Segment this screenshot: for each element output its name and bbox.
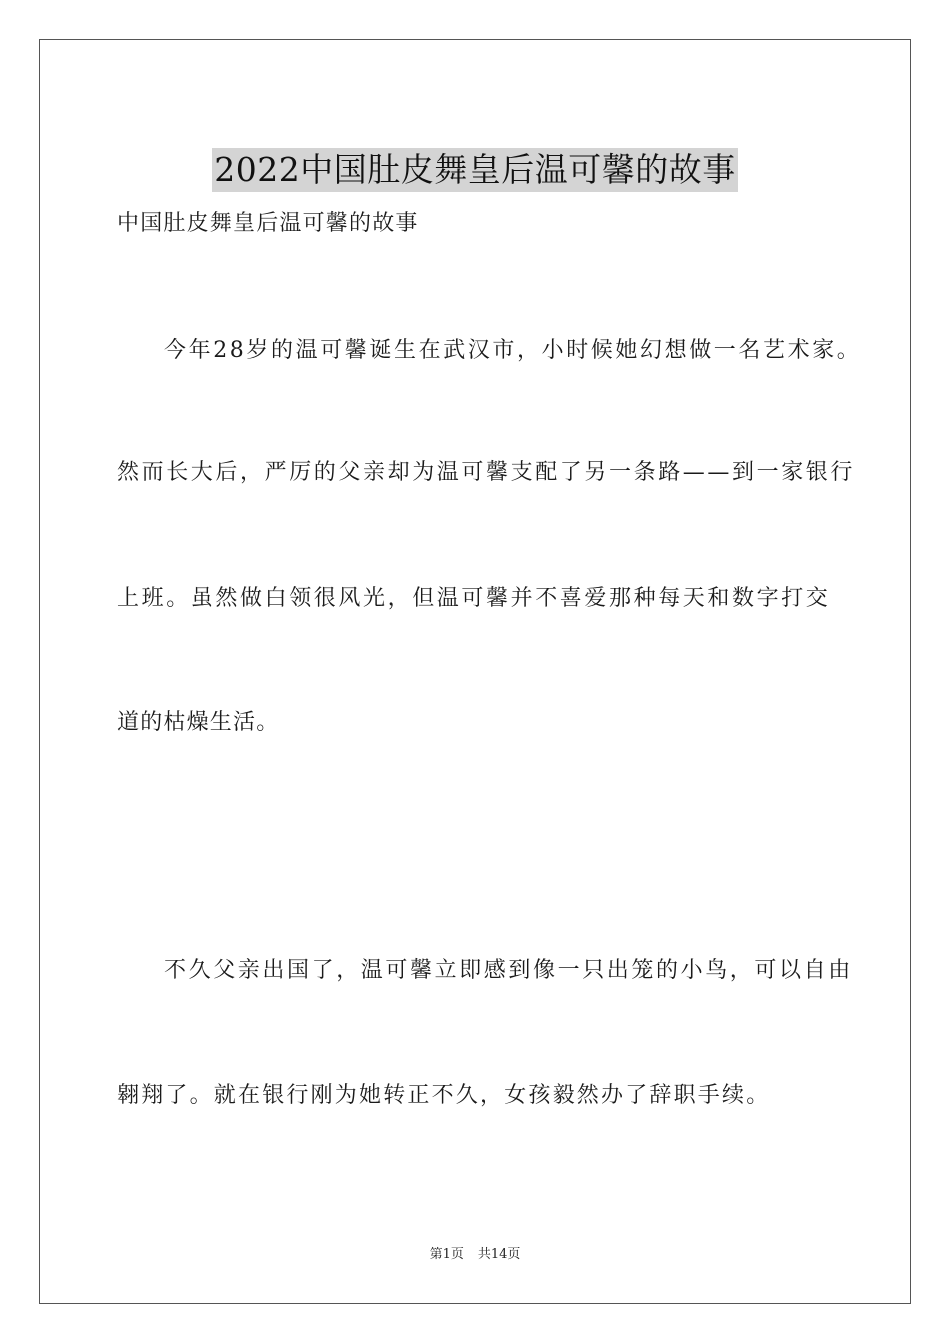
paragraph-1-line-2: 然而长大后，严厉的父亲却为温可馨支配了另一条路——到一家银行 bbox=[117, 460, 856, 485]
paragraph-1-line-3: 上班。虽然做白领很风光，但温可馨并不喜爱那种每天和数字打交 bbox=[117, 586, 831, 611]
title-container bbox=[0, 126, 950, 214]
paragraph-1-line-1: 今年28岁的温可馨诞生在武汉市，小时候她幻想做一名艺术家。 bbox=[164, 338, 862, 363]
page-total: 共14页 bbox=[477, 1247, 521, 1262]
paragraph-2-line-2: 翱翔了。就在银行刚为她转正不久，女孩毅然办了辞职手续。 bbox=[117, 1083, 771, 1108]
paragraph-2-line-1: 不久父亲出国了，温可馨立即感到像一只出笼的小鸟，可以自由 bbox=[164, 958, 853, 983]
paragraph-1-line-4: 道的枯燥生活。 bbox=[117, 710, 280, 735]
document-subtitle: 中国肚皮舞皇后温可馨的故事 bbox=[117, 211, 419, 236]
document-title: 2022中国肚皮舞皇后温可馨的故事 bbox=[212, 148, 737, 192]
page-footer bbox=[0, 1246, 950, 1264]
page-number: 第1页 bbox=[429, 1247, 464, 1262]
